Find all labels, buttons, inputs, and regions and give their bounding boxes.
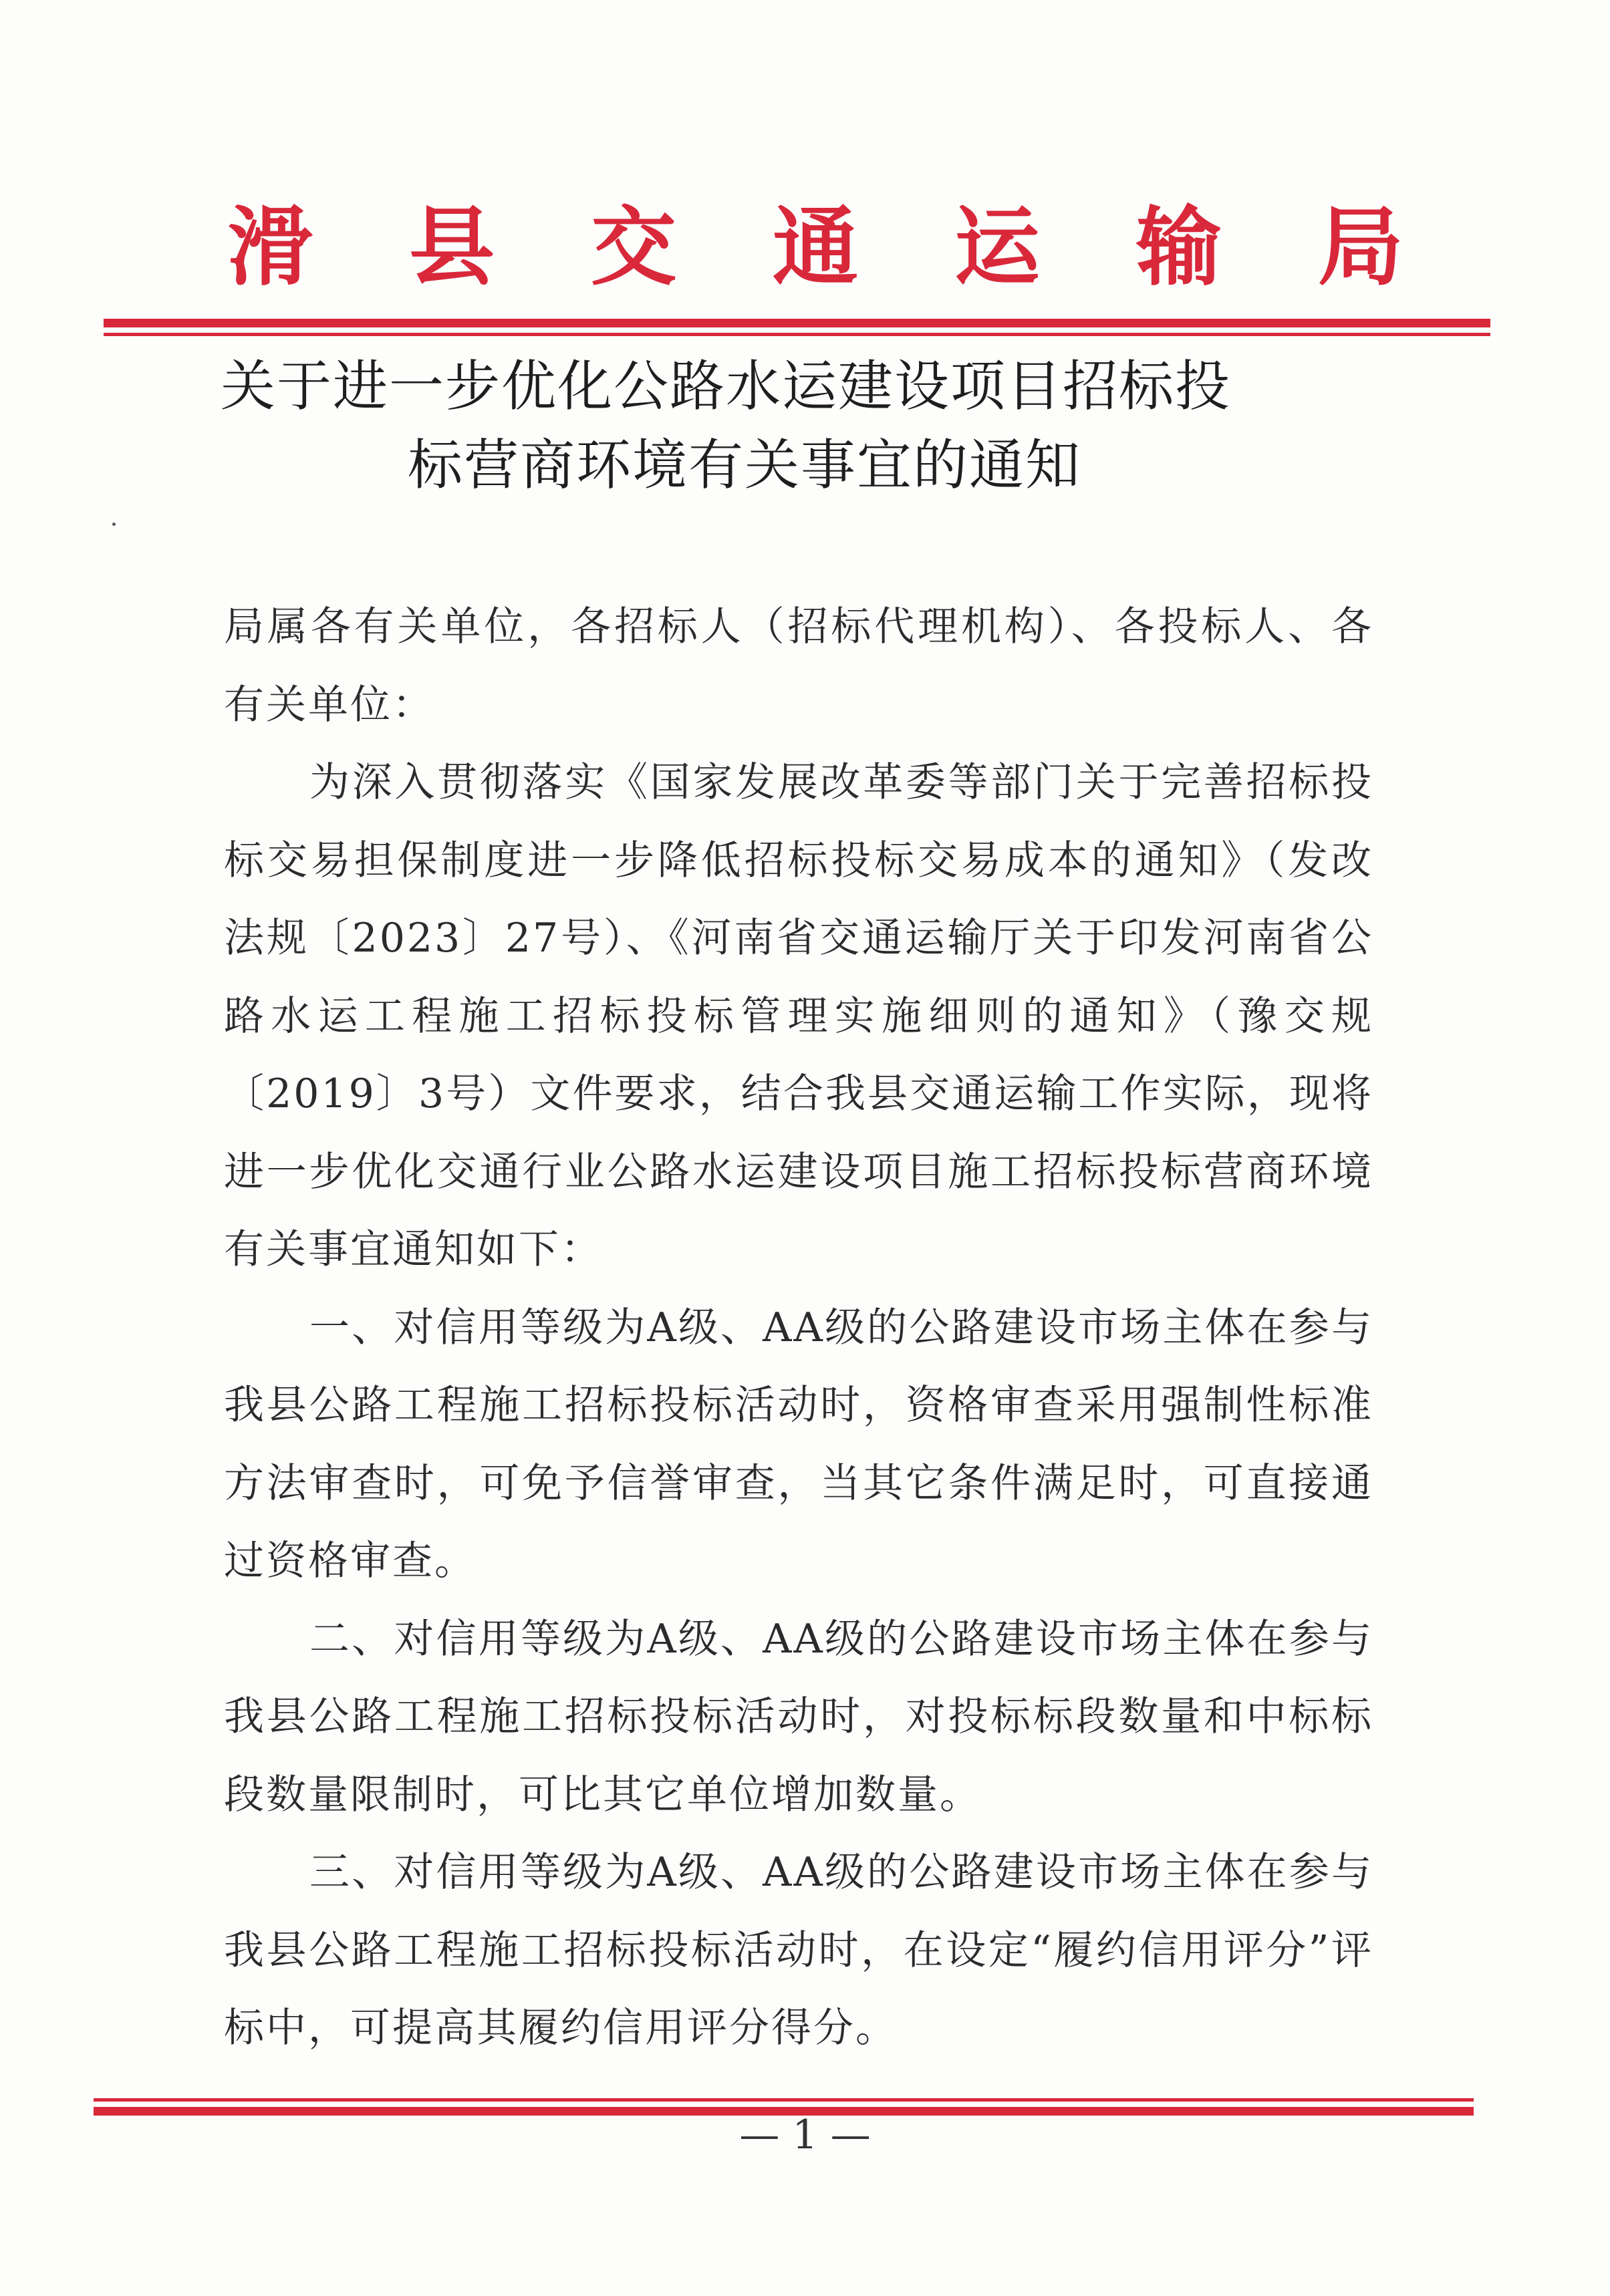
letterhead-char: 输 (1135, 197, 1222, 297)
letterhead-char: 县 (408, 197, 495, 297)
letterhead-char: 运 (954, 197, 1040, 297)
page-number: — 1 — (739, 2112, 871, 2158)
header-rule-thin (104, 333, 1490, 336)
letterhead-char: 局 (1317, 197, 1403, 297)
footer-rule-thin (94, 2098, 1474, 2102)
body-paragraph: 为深入贯彻落实《国家发展改革委等部门关于完善招标投标交易担保制度进一步降低招标投标交易成本的通知》（发改法规〔2023〕27号）、《河南省交通运输厅关于印发河南省公路水运工程施工招标投标管理实施细则的通知》（豫交规〔2019〕3号）文件要求，结合我县交通运输工作实际，现将进一步优化交通行业公路水运建设项目施工招标投标营商环境有关事宜通知如下： (224, 759, 1373, 1273)
body-paragraph: 二、对信用等级为A级、AA级的公路建设市场主体在参与我县公路工程施工招标投标活动时，对投标标段数量和中标标段数量限制时，可比其它单位增加数量。 (224, 1615, 1373, 1818)
letterhead-char: 滑 (227, 197, 313, 297)
header-rule-thick (104, 319, 1490, 327)
letterhead-char: 交 (590, 197, 676, 297)
notice-body (224, 588, 1373, 2067)
notice-title-line: 标营商环境有关事宜的通知 (408, 434, 1082, 497)
notice-title (221, 347, 1457, 505)
letterhead-char: 通 (772, 197, 858, 297)
scan-speck (112, 523, 116, 526)
salutation: 局属各有关单位，各招标人（招标代理机构）、各投标人、各有关单位： (224, 603, 1373, 728)
body-paragraph: 三、对信用等级为A级、AA级的公路建设市场主体在参与我县公路工程施工招标投标活动时，在设定“履约信用评分”评标中，可提高其履约信用评分得分。 (224, 1849, 1373, 2051)
notice-title-line: 关于进一步优化公路水运建设项目招标投 (221, 355, 1232, 418)
letterhead-title (227, 194, 1403, 301)
body-paragraph: 一、对信用等级为A级、AA级的公路建设市场主体在参与我县公路工程施工招标投标活动时，资格审查采用强制性标准方法审查时，可免予信誉审查，当其它条件满足时，可直接通过资格审查。 (224, 1304, 1373, 1584)
